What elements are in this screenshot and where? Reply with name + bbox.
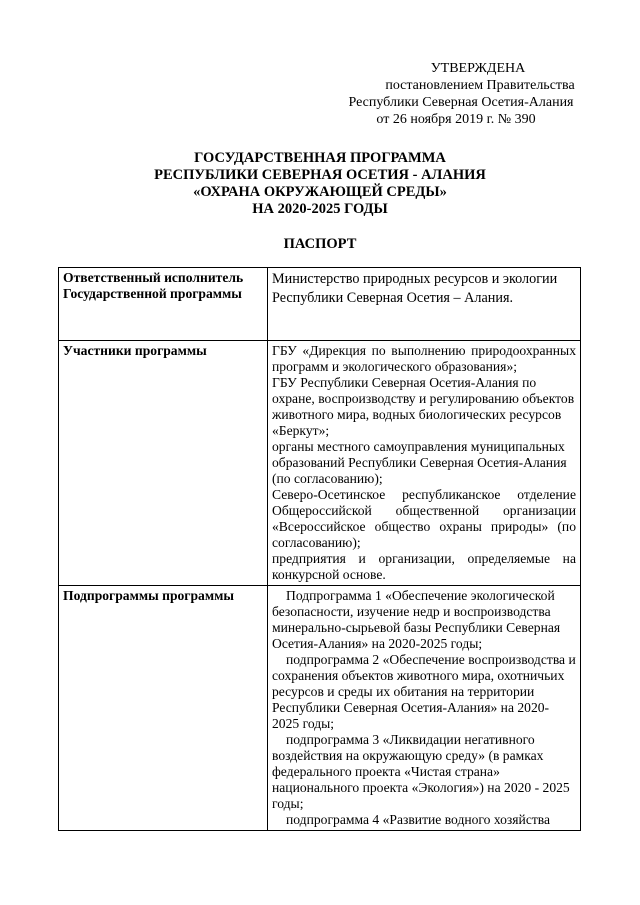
approval-line-1: УТВЕРЖДЕНА: [430, 61, 526, 76]
participants-value: [268, 341, 581, 586]
subprogram-item: подпрограмма 3 «Ликвидации негативного воздействия на окружающую среду» (в рамках федерального проекта «Чистая страна» национального проекта «Экология») на 2020 - 2025 годы;: [272, 732, 570, 811]
executor-value: Министерство природных ресурсов и экологии Республики Северная Осетия – Алания.: [268, 268, 581, 341]
table-row-executor: [59, 268, 581, 341]
document-title: [0, 150, 640, 218]
title-line-4: НА 2020-2025 ГОДЫ: [252, 201, 388, 217]
approval-line-4: от 26 ноября 2019 г. № 390: [376, 112, 536, 127]
passport-heading: ПАСПОРТ: [283, 236, 357, 252]
participant-item: предприятия и организации, определяемые на конкурсной основе.: [272, 551, 576, 582]
participant-item: ГБУ «Дирекция по выполнению природоохранных программ и экологического образования»;: [272, 343, 576, 374]
subprograms-label: Подпрограммы программы: [59, 586, 268, 831]
title-line-2: РЕСПУБЛИКИ СЕВЕРНАЯ ОСЕТИЯ - АЛАНИЯ: [154, 167, 486, 183]
approval-stamp: [340, 60, 590, 128]
participant-item: органы местного самоуправления муниципальных образований Республики Северная Осетия-Алания (по согласованию);: [272, 439, 567, 486]
title-line-1: ГОСУДАРСТВЕННАЯ ПРОГРАММА: [194, 150, 446, 166]
subprogram-item: подпрограмма 2 «Обеспечение воспроизводства и сохранения объектов животного мира, охотничьих ресурсов и среды их обитания на территории Республики Северная Осетия-Алания» на 2020-2025 годы;: [272, 652, 576, 731]
table-row-subprograms: [59, 586, 581, 831]
approval-line-3: Республики Северная Осетия-Алания: [348, 95, 574, 110]
subprogram-item: подпрограмма 4 «Развитие водного хозяйства: [286, 812, 551, 827]
title-line-3: «ОХРАНА ОКРУЖАЮЩЕЙ СРЕДЫ»: [193, 184, 447, 200]
passport-table: [58, 267, 581, 831]
participants-label: Участники программы: [59, 341, 268, 586]
executor-label: Ответственный исполнитель Государственной программы: [59, 268, 268, 341]
subprogram-item: Подпрограмма 1 «Обеспечение экологической безопасности, изучение недр и воспроизводства минерально-сырьевой базы Республики Северная Осетия-Алания» на 2020-2025 годы;: [272, 588, 561, 651]
subprograms-value: [268, 586, 581, 831]
table-row-participants: [59, 341, 581, 586]
participant-item: ГБУ Республики Северная Осетия-Алания по охране, воспроизводству и регулированию объектов животного мира, водных биологических ресурсов «Беркут»;: [272, 375, 575, 438]
participant-item: Северо-Осетинское республиканское отделение Общероссийской общественной организации «Всероссийское общество охраны природы» (по согласованию);: [272, 487, 576, 550]
approval-line-2: постановлением Правительства: [385, 78, 575, 93]
